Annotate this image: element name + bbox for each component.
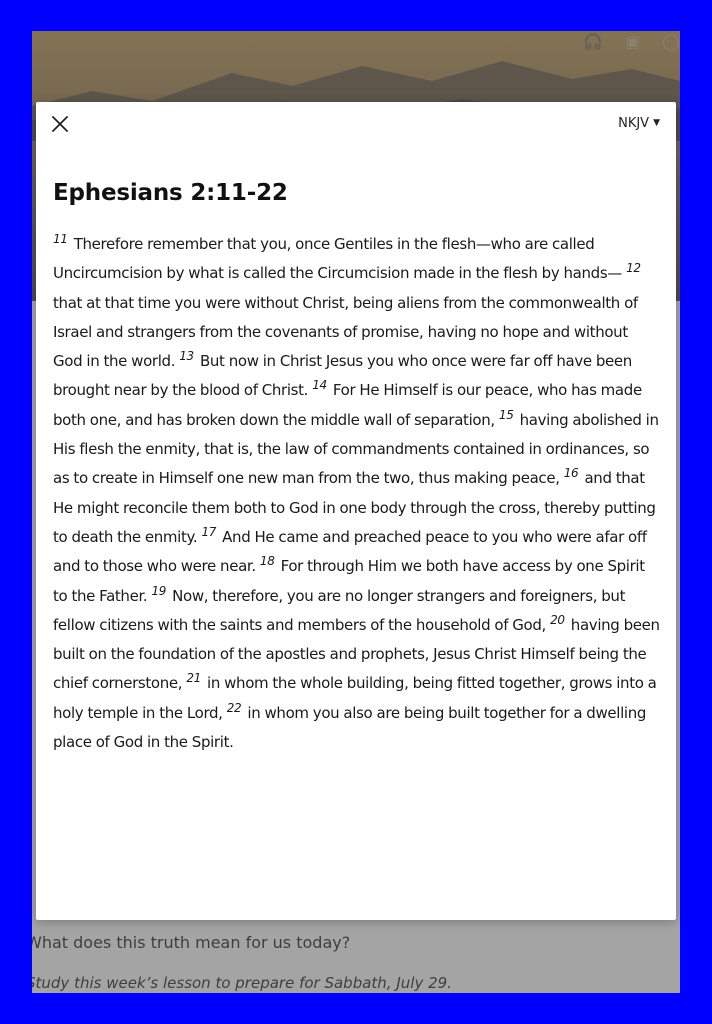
chevron-down-icon: ▼ bbox=[653, 118, 660, 128]
close-button[interactable] bbox=[50, 114, 70, 134]
scripture-modal bbox=[36, 102, 676, 920]
verse-text: For through Him we both have access by one Spirit to the Father. bbox=[53, 557, 645, 605]
verse-text: having been built on the foundation of the apostles and prophets, Jesus Christ Himself being the chief cornerstone, bbox=[53, 615, 660, 693]
passage-title: Ephesians 2:11-22 bbox=[53, 180, 288, 206]
verse-number: 14 bbox=[312, 378, 327, 393]
verse-text: Therefore remember that you, once Gentiles in the flesh—who are called Uncircumcision by what is called the Circumcision made in the flesh by hands— bbox=[53, 235, 627, 283]
verse-text: Now, therefore, you are no longer strangers and foreigners, but fellow citizens with the saints and members of the household of God, bbox=[53, 586, 626, 634]
verse-number: 15 bbox=[498, 407, 514, 422]
verse-number: 21 bbox=[186, 671, 201, 686]
verse-number: 13 bbox=[179, 349, 194, 364]
verse-number: 18 bbox=[259, 554, 275, 569]
verse-text: For He Himself is our peace, who has made both one, and has broken down the middle wall of separation, bbox=[53, 381, 642, 429]
verse-text: in whom you also are being built together for a dwelling place of God in the Spirit. bbox=[53, 703, 647, 752]
verse-text: that at that time you were without Christ, being aliens from the commonwealth of Israel and strangers from the covenants of promise, having no hope and without God in the world. bbox=[53, 293, 638, 371]
bible-version-select[interactable] bbox=[618, 116, 660, 131]
verse-text: in whom the whole building, being fitted together, grows into a holy temple in the Lord, bbox=[53, 674, 657, 722]
verse bbox=[53, 232, 627, 283]
bible-version-label: NKJV bbox=[618, 116, 650, 131]
verse-number: 12 bbox=[626, 261, 641, 276]
verse-text: and that He might reconcile them both to God in one body through the cross, thereby putting to death the enmity. bbox=[53, 469, 656, 546]
verse-number: 19 bbox=[151, 583, 167, 598]
close-icon bbox=[50, 114, 70, 134]
verse-number: 20 bbox=[550, 612, 565, 627]
verse-text: And He came and preached peace to you who were afar off and to those who were near. bbox=[53, 527, 647, 576]
verse-text: But now in Christ Jesus you who once were far off have been brought near by the blood of Christ. bbox=[53, 352, 632, 400]
passage-text bbox=[53, 230, 660, 757]
verse-number: 17 bbox=[201, 524, 217, 539]
verse-number: 22 bbox=[226, 700, 242, 715]
verse-number: 11 bbox=[53, 232, 68, 246]
verse-text: having abolished in His flesh the enmity, that is, the law of commandments contained in ordinances, so as to create in Himself one new man from the two, thus making peace, bbox=[53, 410, 659, 488]
verse-number: 16 bbox=[563, 466, 579, 481]
